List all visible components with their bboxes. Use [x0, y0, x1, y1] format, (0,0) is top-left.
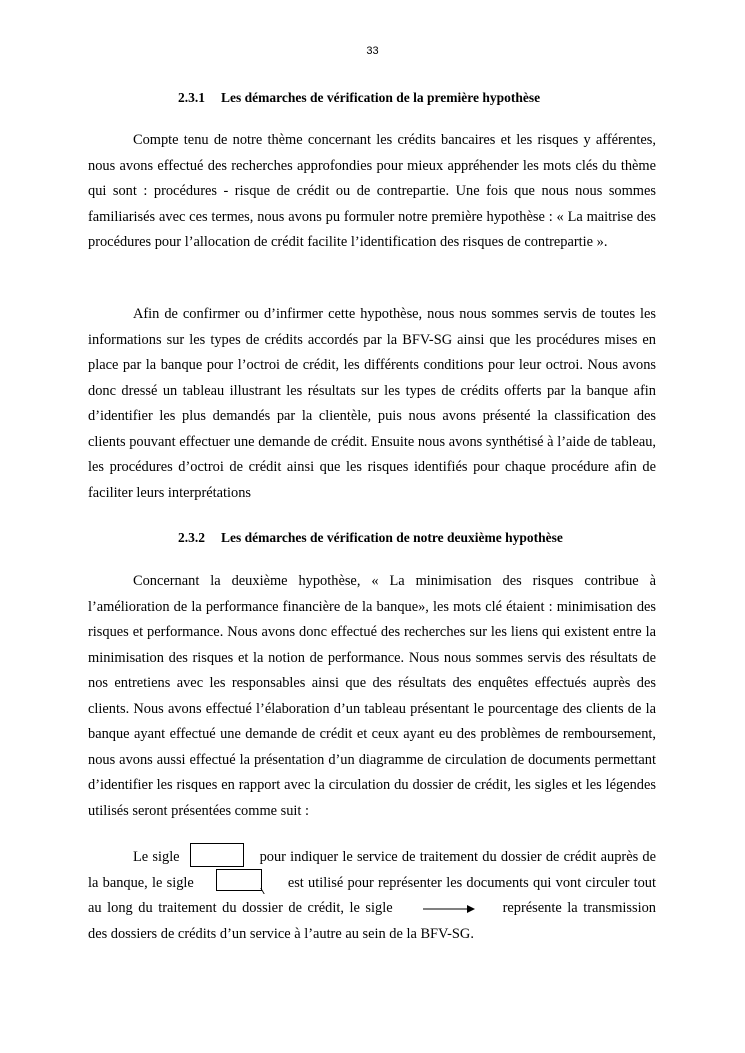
document-symbol	[216, 869, 262, 891]
page-number: 33	[366, 45, 379, 57]
section-title: Les démarches de vérification de la première hypothèse	[221, 90, 541, 105]
paragraph-1: Compte tenu de notre thème concernant les crédits bancaires et les risques y afférentes, nous avons effectué des recherches approfondies pour mieux appréhender les mots clés du thème qui sont : procédures - risque de crédit ou de contrepartie. Une fois que nous nous sommes familiarisés avec ces termes, nous avons pu formuler notre première hypothèse : « La maitrise des procédures pour l’allocation de crédit facilite l’identification des risques de contrepartie ».	[88, 132, 656, 250]
legend-text-4: représente la transmission des dossiers de crédits d’un service à l’autre au sein de la BFV-SG.	[88, 900, 656, 942]
legend-paragraph	[88, 845, 656, 947]
section-title: Les démarches de vérification de notre deuxième hypothèse	[221, 530, 563, 545]
legend-text-3: est utilisé pour représenter les documents qui vont circuler tout au long du traitement du dossier de crédit, le sigle	[88, 874, 656, 916]
legend-text-2: pour indiquer le service de traitement du dossier de crédit auprès de la banque, le sigle	[88, 849, 656, 891]
paragraph-2: Afin de confirmer ou d’infirmer cette hypothèse, nous nous sommes servis de toutes les informations sur les types de crédits accordés par la BFV-SG ainsi que les procédures mises en place par la banque pour l’octroi de crédit, les différents conditions pour leur octroi. Nous avons donc dressé un tableau illustrant les résultats sur les types de crédits offerts par la banque afin d’identifier les plus demandés par la clientèle, puis nous avons présenté la classification des clients pouvant effectuer une demande de crédit. Ensuite nous avons synthétisé à l’aide de tableau, les procédures d’octroi de crédit ainsi que les risques identifiés pour chaque procédure afin de faciliter leurs interprétations	[88, 306, 656, 501]
paragraph-3: Concernant la deuxième hypothèse, « La minimisation des risques contribue à l’amélioration de la performance financière de la banque», les mots clé étaient : minimisation des risques et performance. Nous avons donc effectué des recherches sur les liens qui existent entre la minimisation des risques et la notion de performance. Nous nous sommes servis des résultats de nos entretiens avec les responsables ainsi que des résultats des enquêtes effectués auprès des clients. Nous avons effectué l’élaboration d’un tableau présentant le pourcentage des clients de la banque ayant effectué une demande de crédit et ceux ayant eu des problèmes de remboursement, nous avons aussi effectué la présentation d’un diagramme de circulation de documents permettant d’identifier les risques en rapport avec la circulation du dossier de crédit, les sigles et les légendes utilisés seront présentées comme suit :	[88, 573, 656, 819]
section-number: 2.3.1	[178, 90, 205, 105]
section-number: 2.3.2	[178, 530, 205, 545]
legend-text-1: Le sigle	[133, 849, 180, 865]
service-box-symbol	[190, 843, 244, 867]
arrow-symbol	[423, 904, 475, 914]
